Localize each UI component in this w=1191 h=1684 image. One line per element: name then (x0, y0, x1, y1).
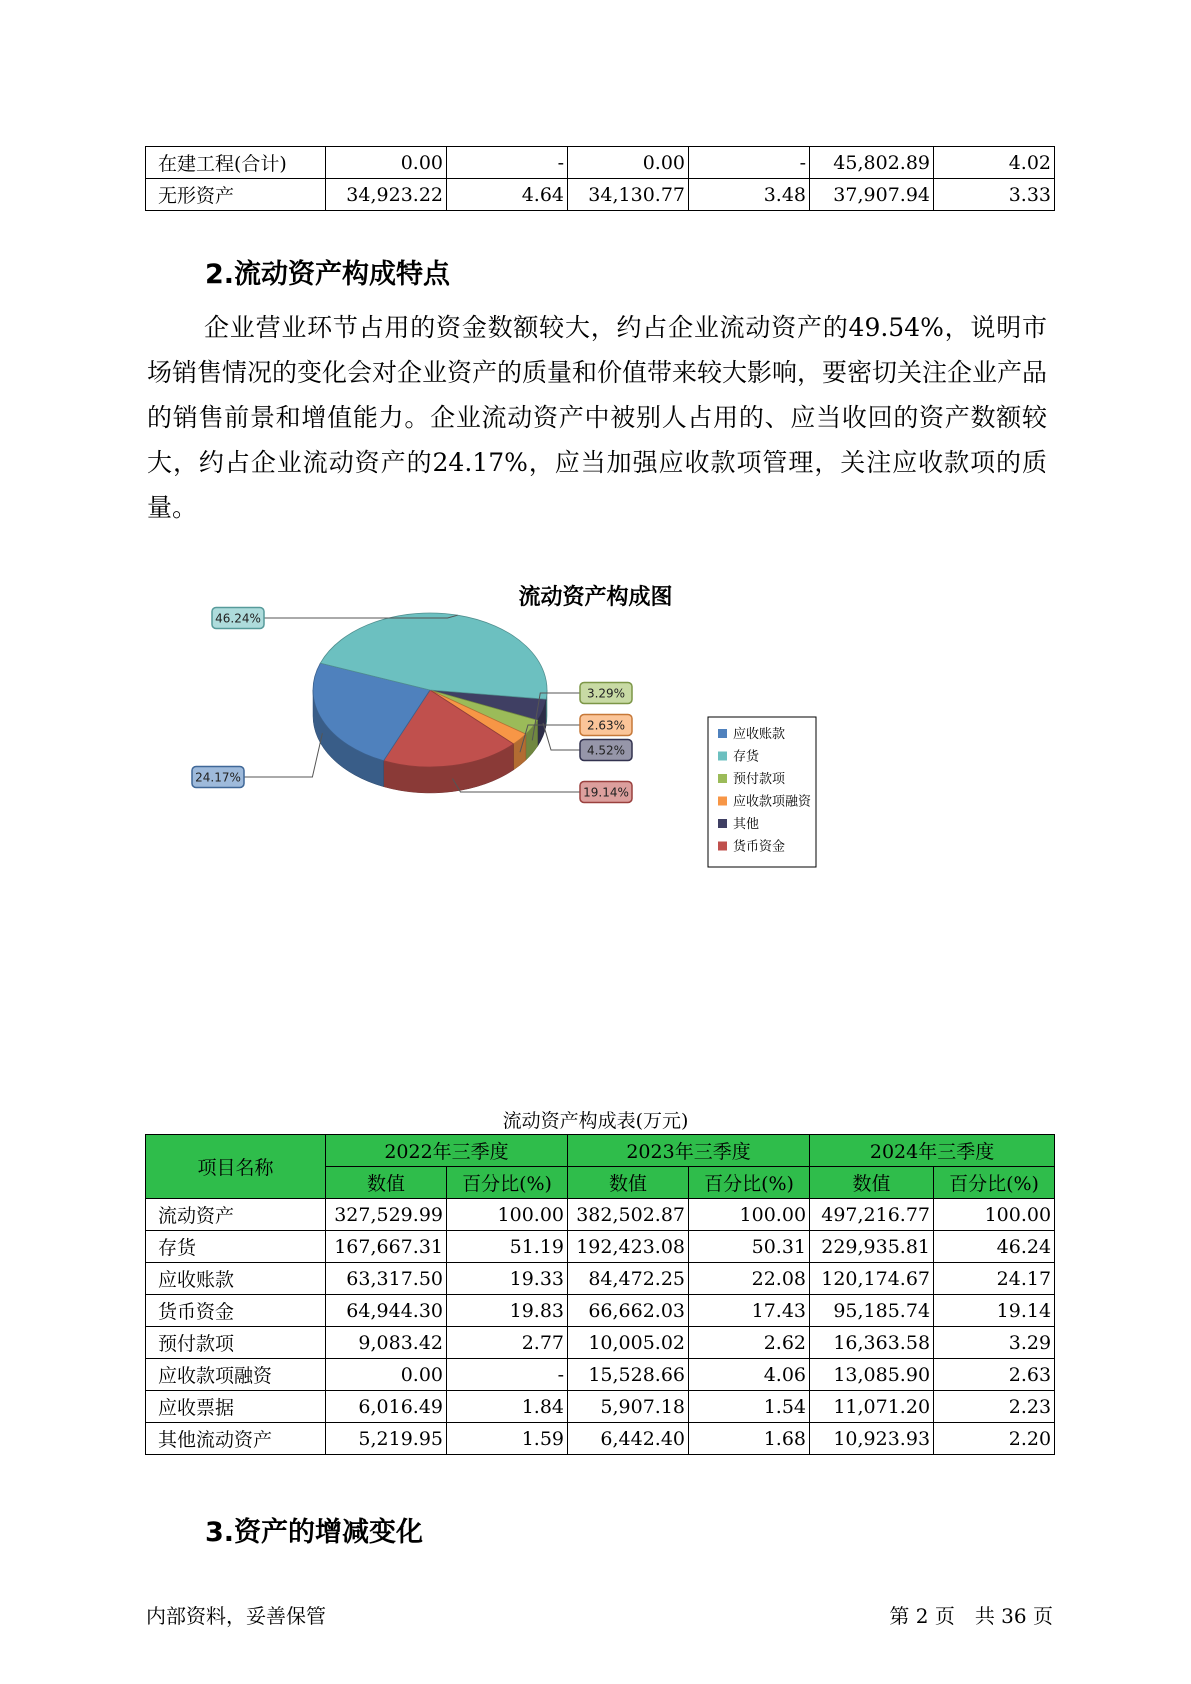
legend-swatch (718, 842, 727, 851)
table-cell: - (689, 147, 810, 179)
table-cell: 50.31 (689, 1231, 810, 1263)
pie-leader-line (244, 733, 322, 777)
header-pct: 百分比(%) (934, 1167, 1055, 1199)
row-label: 流动资产 (146, 1199, 326, 1231)
table-cell: 120,174.67 (810, 1263, 934, 1295)
table-cell: - (447, 1359, 568, 1391)
table-cell: 9,083.42 (326, 1327, 447, 1359)
table-row (146, 1423, 1055, 1455)
legend-swatch (718, 774, 727, 783)
row-label: 在建工程(合计) (146, 147, 326, 179)
table-cell: 497,216.77 (810, 1199, 934, 1231)
header-value: 数值 (810, 1167, 934, 1199)
table-cell: 66,662.03 (568, 1295, 689, 1327)
table-row (146, 1295, 1055, 1327)
pie-data-label: 3.29% (586, 686, 626, 701)
table-cell: 2.77 (447, 1327, 568, 1359)
header-value: 数值 (568, 1167, 689, 1199)
header-item: 项目名称 (146, 1135, 326, 1199)
pie-data-label: 2.63% (586, 718, 626, 733)
header-pct: 百分比(%) (689, 1167, 810, 1199)
table-cell: 6,442.40 (568, 1423, 689, 1455)
row-label: 无形资产 (146, 179, 326, 211)
table-cell: 24.17 (934, 1263, 1055, 1295)
current-assets-table (145, 1134, 1055, 1455)
pie-data-label: 46.24% (215, 611, 261, 626)
table-cell: 34,923.22 (326, 179, 447, 211)
row-label: 货币资金 (146, 1295, 326, 1327)
table-cell: 100.00 (689, 1199, 810, 1231)
legend-entry: 其他 (733, 817, 760, 832)
table-row (146, 1231, 1055, 1263)
legend-swatch (718, 819, 727, 828)
legend-swatch (718, 797, 727, 806)
table-cell: 2.23 (934, 1391, 1055, 1423)
table-cell: 17.43 (689, 1295, 810, 1327)
table-cell: 1.59 (447, 1423, 568, 1455)
pie-data-label: 24.17% (195, 770, 241, 785)
header-period: 2022年三季度 (326, 1135, 568, 1167)
table-cell: 10,923.93 (810, 1423, 934, 1455)
table-cell: 37,907.94 (810, 179, 934, 211)
table-cell: 229,935.81 (810, 1231, 934, 1263)
table-cell: 6,016.49 (326, 1391, 447, 1423)
footer-page-number: 第 2 页 共 36 页 (889, 1604, 1053, 1628)
table-cell: 1.54 (689, 1391, 810, 1423)
table-row (146, 1327, 1055, 1359)
table-row (146, 1391, 1055, 1423)
table-cell: 0.00 (326, 1359, 447, 1391)
row-label: 应收票据 (146, 1391, 326, 1423)
table-cell: 0.00 (326, 147, 447, 179)
legend-entry: 预付款项 (733, 772, 786, 787)
legend-swatch (718, 729, 727, 738)
row-label: 应收账款 (146, 1263, 326, 1295)
legend-swatch (718, 752, 727, 761)
table-cell: 34,130.77 (568, 179, 689, 211)
pie-leader-line (543, 723, 580, 750)
table-cell: 64,944.30 (326, 1295, 447, 1327)
table-cell: 63,317.50 (326, 1263, 447, 1295)
legend-entry: 应收款项融资 (733, 794, 812, 810)
table-cell: 16,363.58 (810, 1327, 934, 1359)
table-row (146, 1199, 1055, 1231)
table-cell: 0.00 (568, 147, 689, 179)
table-cell: 19.83 (447, 1295, 568, 1327)
row-label: 预付款项 (146, 1327, 326, 1359)
table-cell: 3.33 (934, 179, 1055, 211)
table-cell: 100.00 (447, 1199, 568, 1231)
table-cell: 2.62 (689, 1327, 810, 1359)
table-cell: 51.19 (447, 1231, 568, 1263)
table-caption: 流动资产构成表(万元) (502, 1110, 689, 1132)
header-period: 2024年三季度 (810, 1135, 1055, 1167)
legend-entry: 应收账款 (733, 727, 786, 742)
table-cell: 4.06 (689, 1359, 810, 1391)
table-row (146, 1359, 1055, 1391)
row-label: 应收款项融资 (146, 1359, 326, 1391)
table-cell: 15,528.66 (568, 1359, 689, 1391)
table-cell: 5,219.95 (326, 1423, 447, 1455)
table-cell: 13,085.90 (810, 1359, 934, 1391)
table-cell: 4.02 (934, 147, 1055, 179)
table-cell: 4.64 (447, 179, 568, 211)
table-cell: 2.20 (934, 1423, 1055, 1455)
table-cell: 22.08 (689, 1263, 810, 1295)
table-cell: 19.14 (934, 1295, 1055, 1327)
table-cell: 3.48 (689, 179, 810, 211)
table-cell: 11,071.20 (810, 1391, 934, 1423)
pie-data-label: 4.52% (586, 743, 626, 758)
table-cell: 382,502.87 (568, 1199, 689, 1231)
legend-entry: 货币资金 (733, 839, 786, 855)
table-cell: 95,185.74 (810, 1295, 934, 1327)
row-label: 其他流动资产 (146, 1423, 326, 1455)
table-cell: 46.24 (934, 1231, 1055, 1263)
table-cell: 1.68 (689, 1423, 810, 1455)
section2-heading: 2.流动资产构成特点 (205, 259, 451, 290)
chart-title: 流动资产构成图 (518, 585, 673, 610)
table-cell: 10,005.02 (568, 1327, 689, 1359)
table-cell: 2.63 (934, 1359, 1055, 1391)
legend-entry: 存货 (733, 749, 760, 765)
table-cell: 5,907.18 (568, 1391, 689, 1423)
section3-heading: 3.资产的增减变化 (205, 1517, 424, 1548)
footer-left: 内部资料，妥善保管 (146, 1604, 326, 1628)
table-cell: 19.33 (447, 1263, 568, 1295)
table-cell: 100.00 (934, 1199, 1055, 1231)
table-cell: 45,802.89 (810, 147, 934, 179)
header-pct: 百分比(%) (447, 1167, 568, 1199)
pie-data-label: 19.14% (583, 785, 629, 800)
table-cell: 192,423.08 (568, 1231, 689, 1263)
section2-paragraph: 企业营业环节占用的资金数额较大，约占企业流动资产的49.54%，说明市场销售情况的变化会对企业资产的质量和价值带来较大影响，要密切关注企业产品的销售前景和增值能力。企业流动资产中被别人占用的、应当收回的资产数额较大，约占企业流动资产的24.17%，应当加强应收款项管理，关注应收款项的质量。 (147, 313, 1048, 522)
table-cell: - (447, 147, 568, 179)
table-cell: 167,667.31 (326, 1231, 447, 1263)
row-label: 存货 (146, 1231, 326, 1263)
table-cell: 84,472.25 (568, 1263, 689, 1295)
table-cell: 1.84 (447, 1391, 568, 1423)
header-period: 2023年三季度 (568, 1135, 810, 1167)
table-cell: 327,529.99 (326, 1199, 447, 1231)
table-row (146, 1263, 1055, 1295)
table-cell: 3.29 (934, 1327, 1055, 1359)
header-value: 数值 (326, 1167, 447, 1199)
